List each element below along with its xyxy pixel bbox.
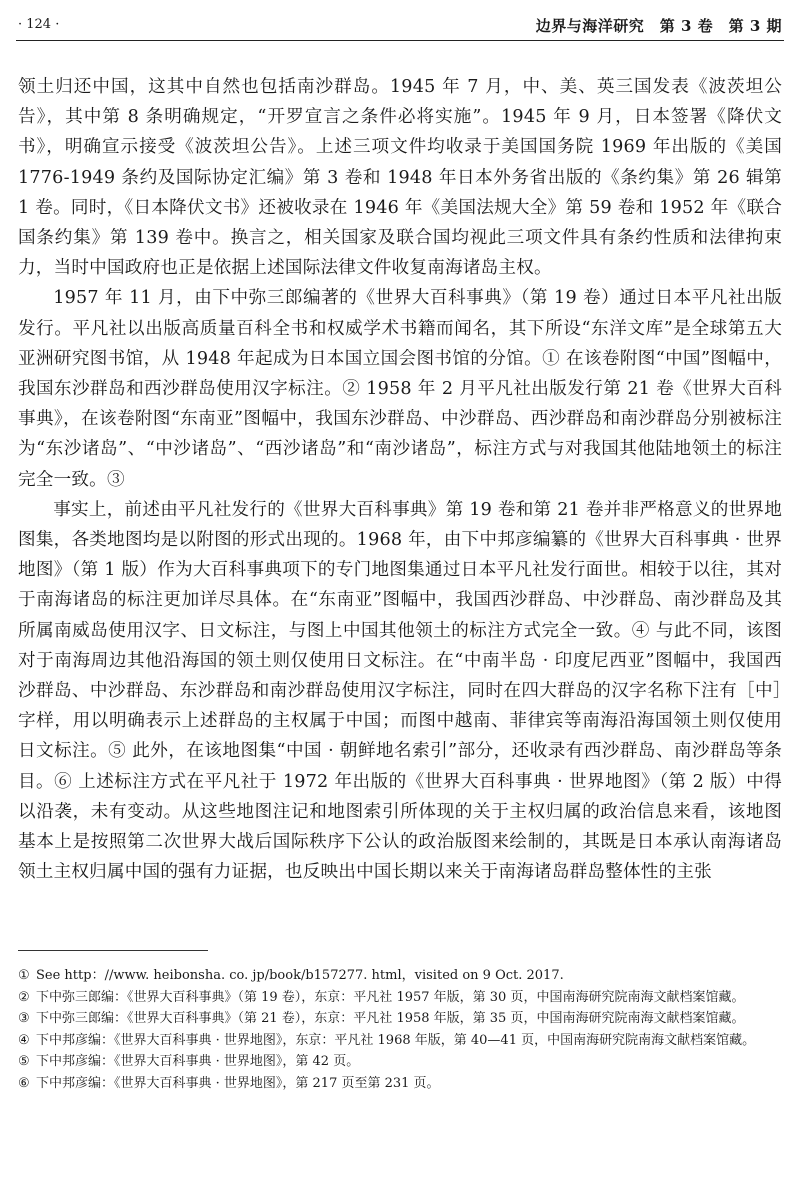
footnote-marker: ⑥ [18, 1075, 30, 1091]
footnote-marker: ⑤ [18, 1054, 30, 1070]
footnote-text: 下中弥三郎编：《世界大百科事典》（第 19 卷），东京：平凡社 1957 年版，第 30 页，中国南海研究院南海文献档案馆藏。 [36, 989, 745, 1005]
journal-title: 边界与海洋研究 第 3 卷 第 3 期 [535, 17, 782, 35]
footnote-marker: ④ [18, 1032, 30, 1048]
footnote-text: See http：//www. heibonsha. co. jp/book/b157277. html，visited on 9 Oct. 2017. [36, 968, 564, 983]
paragraph: 领土归还中国，这其中自然也包括南沙群岛。1945 年 7 月，中、美、英三国发表《波茨坦公告》，其中第 8 条明确规定，“开罗宣言之条件必将实施”。1945 年 9 月，日本签署《降伏文书》，明确宣示接受《波茨坦公告》。上述三项文件均收录于美国国务院 1969 年出版的《美国 1776-1949 条约及国际协定汇编》第 3 卷和 1948 年日本外务省出版的《条约集》第 26 辑第 1 卷。同时，《日本降伏文书》还被收录在 1946 年《美国法规大全》第 59 卷和 1952 年《联合国条约集》第 139 卷中。换言之，相关国家及联合国均视此三项文件具有条约性质和法律拘束力，当时中国政府也正是依据上述国际法律文件收复南海诸岛主权。 [18, 77, 782, 279]
footnote-marker: ① [18, 968, 30, 983]
footnote-item [18, 1074, 782, 1095]
footnote-text: 下中邦彦编：《世界大百科事典 · 世界地图》，第 42 页。 [36, 1054, 360, 1070]
article-body [18, 72, 782, 887]
footnote-text: 下中邦彦编：《世界大百科事典 · 世界地图》，第 217 页至第 231 页。 [36, 1075, 440, 1091]
paragraph: 1957 年 11 月，由下中弥三郎编著的《世界大百科事典》（第 19 卷）通过日本平凡社出版发行。平凡社以出版高质量百科全书和权威学术书籍而闻名，其下所设“东洋文库”是全球第五大亚洲研究图书馆，从 1948 年起成为日本国立国会图书馆的分馆。① 在该卷附图“中国”图幅中，我国东沙群岛和西沙群岛使用汉字标注。② 1958 年 2 月平凡社出版发行第 21 卷《世界大百科事典》，在该卷附图“东南亚”图幅中，我国东沙群岛、中沙群岛、西沙群岛和南沙群岛分别被标注为“东沙诸岛”、“中沙诸岛”、“西沙诸岛”和“南沙诸岛”，标注方式与对我国其他陆地领土的标注完全一致。③ [18, 288, 782, 490]
footnotes [18, 966, 782, 1096]
footnote-item [18, 1009, 782, 1030]
footnote-item [18, 988, 782, 1009]
paragraph: 事实上，前述由平凡社发行的《世界大百科事典》第 19 卷和第 21 卷并非严格意义的世界地图集，各类地图均是以附图的形式出现的。1968 年，由下中邦彦编纂的《世界大百科事典 · 世界地图》（第 1 版）作为大百科事典项下的专门地图集通过日本平凡社发行面世。相较于以往，其对于南海诸岛的标注更加详尽具体。在“东南亚”图幅中，我国西沙群岛、中沙群岛、南沙群岛及其所属南威岛使用汉字、日文标注，与图上中国其他领土的标注方式完全一致。④ 与此不同，该图对于南海周边其他沿海国的领土则仅使用日文标注。在“中南半岛 · 印度尼西亚”图幅中，我国西沙群岛、中沙群岛、东沙群岛和南沙群岛使用汉字标注，同时在四大群岛的汉字名称下注有［中］字样，用以明确表示上述群岛的主权属于中国；而图中越南、菲律宾等南海沿海国领土则仅使用日文标注。⑤ 此外，在该地图集“中国 · 朝鲜地名索引”部分，还收录有西沙群岛、南沙群岛等条目。⑥ 上述标注方式在平凡社于 1972 年出版的《世界大百科事典 · 世界地图》（第 2 版）中得以沿袭，未有变动。从这些地图注记和地图索引所体现的关于主权归属的政治信息来看，该地图基本上是按照第二次世界大战后国际秩序下公认的政治版图来绘制的，其既是日本承认南海诸岛领土主权归属中国的强有力证据，也反映出中国长期以来关于南海诸岛群岛整体性的主张 [18, 499, 782, 883]
footnote-marker: ② [18, 989, 30, 1005]
footnote-text: 下中弥三郎编：《世界大百科事典》（第 21 卷），东京：平凡社 1958 年版，第 35 页，中国南海研究院南海文献档案馆藏。 [36, 1011, 745, 1027]
footnote-text: 下中邦彦编：《世界大百科事典 · 世界地图》，东京：平凡社 1968 年版，第 40—41 页，中国南海研究院南海文献档案馆藏。 [36, 1032, 756, 1048]
footnote-marker: ③ [18, 1011, 30, 1027]
page-number: · 124 · [18, 17, 60, 32]
footnote-item [18, 966, 782, 987]
running-header [16, 14, 784, 41]
footnote-divider [18, 950, 208, 951]
footnote-item [18, 1052, 782, 1073]
footnote-item [18, 1031, 782, 1052]
